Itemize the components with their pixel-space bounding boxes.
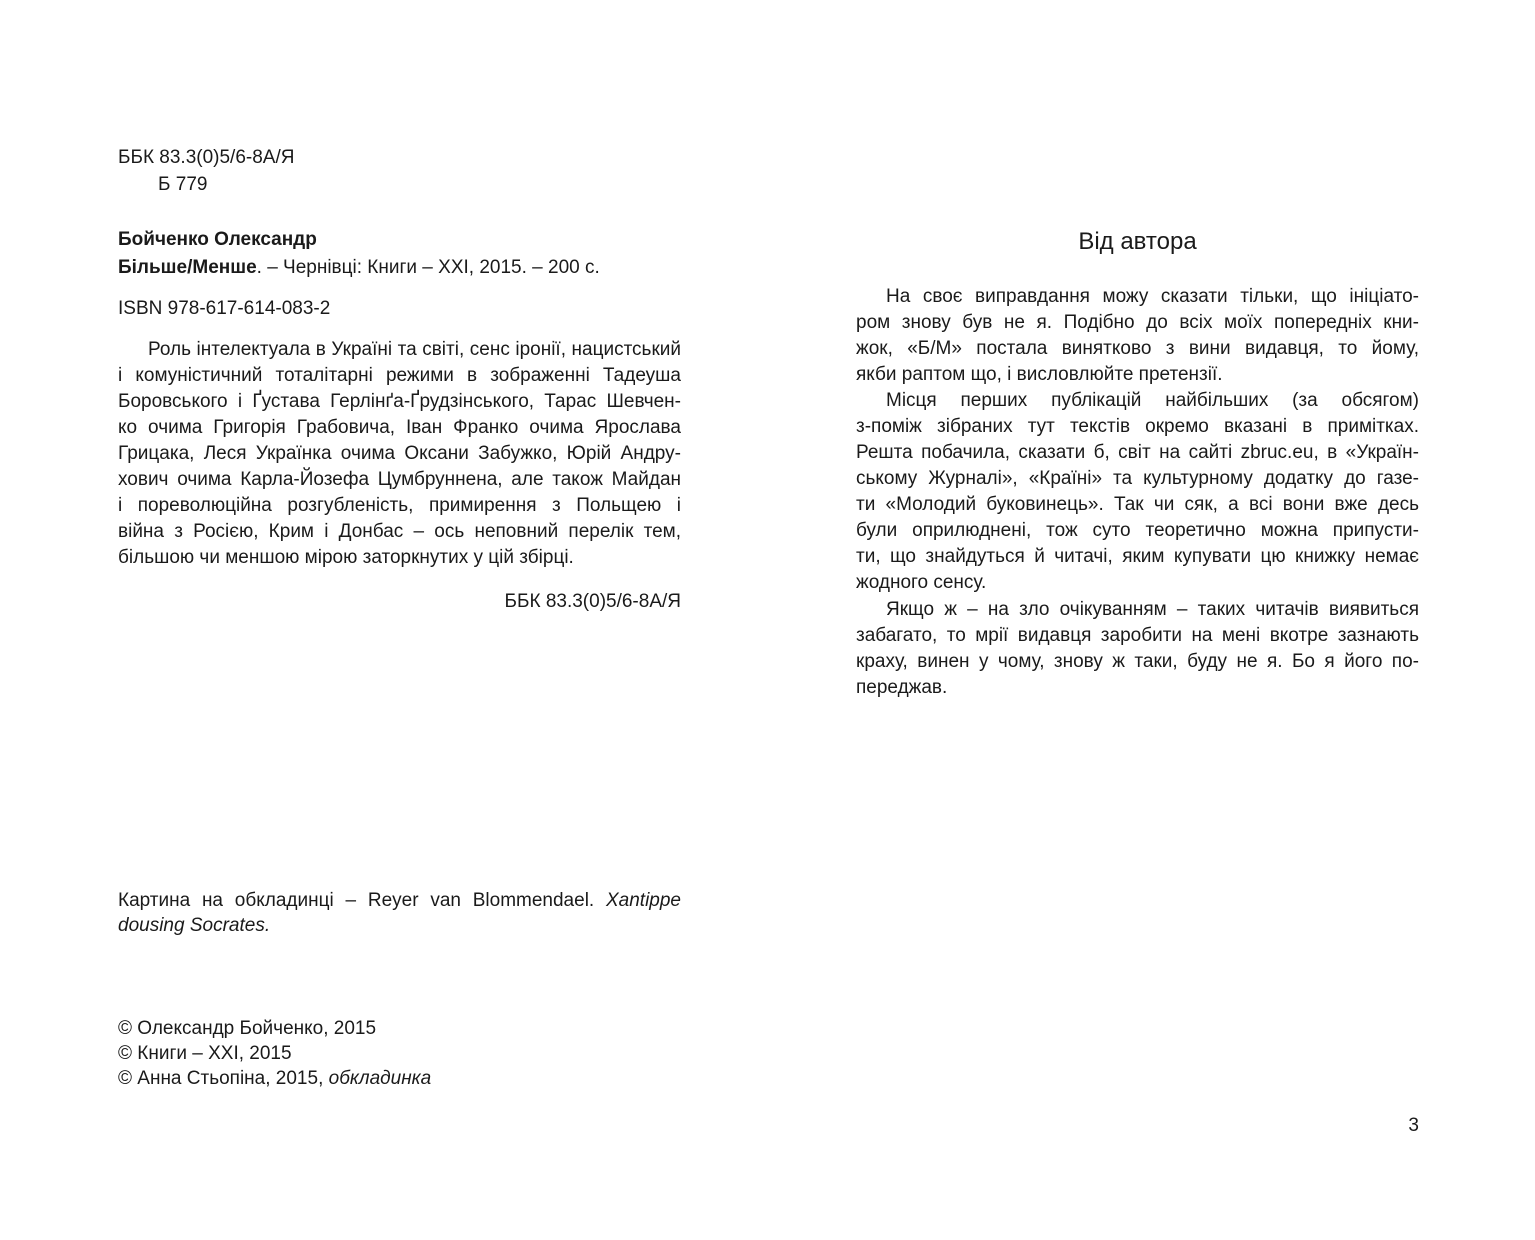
preface-line: Якщо ж – на зло очікуванням – таких читачів виявиться [886,599,1419,620]
copyright-role: обкладинка [328,1068,432,1089]
cover-credit-text: Картина на обкладинці – Reyer van Blommendael. [118,890,606,911]
copyright-line: © Олександр Бойченко, 2015 [118,1018,377,1039]
annotation-line: хович очима Карла-Йозефа Цумбруннена, але також Майдан [118,469,681,490]
annotation-line: Грицака, Леся Українка очима Оксани Забужко, Юрій Андру- [118,443,681,464]
preface-line: забагато, то мрії видавця заробити на мені вкотре зазнають [856,625,1419,646]
page-number: 3 [1408,1115,1419,1136]
preface-line: ському Журналі», «Країні» та культурному додатку до газе- [856,468,1419,489]
preface-line: були оприлюднені, тож суто теоретично можна припусти- [856,520,1419,541]
bbk-code-bottom: ББК 83.3(0)5/6-8А/Я [504,591,681,612]
annotation-line: і комуністичний тоталітарні режими в зображенні Тадеуша [118,365,681,386]
preface-line: переджав. [856,677,948,698]
preface-line: Місця перших публікацій найбільших (за обсягом) [886,390,1419,411]
preface-line: жодного сенсу. [856,572,987,593]
preface-line: ти «Молодий буковинець». Так чи сяк, а всі вони вже десь [856,494,1419,515]
preface-line: краху, винен у чому, знову ж таки, буду не я. Бо я його по- [856,651,1419,672]
annotation-line: війна з Росією, Крим і Донбас – ось неповний перелік тем, [118,521,681,542]
preface-line: ти, що знайдуться й читачі, яким купувати цю книжку немає [856,546,1419,567]
isbn: ISBN 978-617-614-083-2 [118,298,331,319]
book-title-line [118,255,600,281]
author-name: Бойченко Олександр [118,229,317,250]
annotation-line: ко очима Григорія Грабовича, Іван Франко очима Ярослава [118,417,681,438]
artwork-title-part2: dousing Socrates. [118,915,271,936]
annotation-line: Боровського і Ґустава Герлінґа-Ґрудзінського, Тарас Шевчен- [118,391,681,412]
copyright-line [118,1066,431,1092]
annotation-line: і пореволюційна розгубленість, примирення з Польщею і [118,495,681,516]
copyright-line: © Книги – ХХІ, 2015 [118,1043,292,1064]
book-title: Більше/Менше [118,257,257,278]
preface-line: На своє виправдання можу сказати тільки, що ініціато- [886,286,1419,307]
publication-info: . – Чернівці: Книги – ХХІ, 2015. – 200 с. [256,257,600,278]
preface-line: з-поміж зібраних тут текстів окремо вказані в примітках. [856,416,1419,437]
cover-credit-line [118,888,681,914]
annotation-line: більшою чи меншою мірою заторкнутих у цій збірці. [118,547,574,568]
section-title: Від автора [1078,228,1197,255]
preface-line: Решта побачила, сказати б, світ на сайті zbruc.eu, в «Україн- [856,442,1419,463]
bbk-code: ББК 83.3(0)5/6-8А/Я [118,147,295,168]
copyright-text: © Анна Стьопіна, 2015, [118,1068,329,1089]
left-page [118,0,681,1240]
preface-line: жок, «Б/М» постала винятково з вини видавця, то йому, [856,338,1419,359]
preface-line: якби раптом що, і висловлюйте претензії. [856,364,1223,385]
annotation-line: Роль інтелектуала в Україні та світі, сенс іронії, нацистський [148,339,681,360]
author-mark: Б 779 [158,174,208,195]
preface-line: ром знову був не я. Подібно до всіх моїх попередніх кни- [856,312,1419,333]
artwork-title-part1: Xantippe [605,890,681,911]
right-page [856,0,1419,1240]
